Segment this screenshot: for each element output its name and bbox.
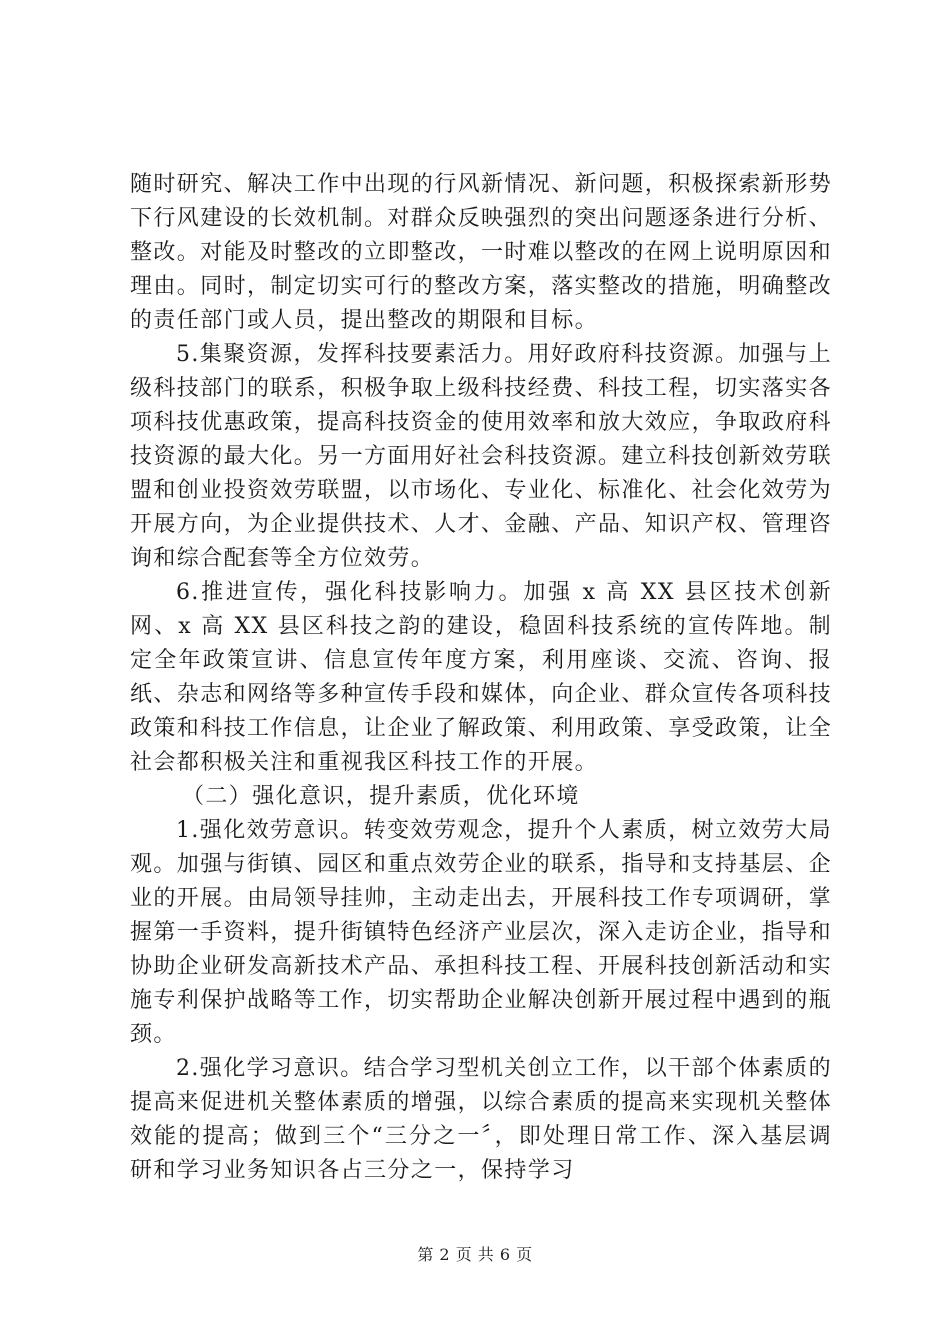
paragraph-item-5: 5.集聚资源，发挥科技要素活力。用好政府科技资源。加强与上级科技部门的联系，积极争取上级科技经费、科技工程，切实落实各项科技优惠政策，提高科技资金的使用效率和放大效应，争取政府科技资源的最大化。另一方面用好社会科技资源。建立科技创新效劳联盟和创业投资效劳联盟，以市场化、专业化、标准化、社会化效劳为开展方向，为企业提供技术、人才、金融、产品、知识产权、管理咨询和综合配套等全方位效劳。 (130, 342, 833, 571)
document-body (130, 168, 832, 1188)
paragraph-item-6: 6.推进宣传，强化科技影响力。加强 x 高 XX 县区技术创新网、x 高 XX 县区科技之韵的建设，稳固科技系统的宣传阵地。制定全年政策宣讲、信息宣传年度方案，利用座谈、交流、咨询、报纸、杂志和网络等多种宣传手段和媒体，向企业、群众宣传各项科技政策和科技工作信息，让企业了解政策、利用政策、享受政策，让全社会都积极关注和重视我区科技工作的开展。 (130, 580, 833, 775)
paragraph-item-2: 2.强化学习意识。结合学习型机关创立工作，以干部个体素质的提高来促进机关整体素质的增强，以综合素质的提高来实现机关整体效能的提高；做到三个“三分之一〞，即处理日常工作、深入基层调研和学习业务知识各占三分之一，保持学习 (130, 1056, 833, 1183)
paragraph-continuation: 随时研究、解决工作中出现的行风新情况、新问题，积极探索新形势下行风建设的长效机制。对群众反映强烈的突出问题逐条进行分析、整改。对能及时整改的立即整改，一时难以整改的在网上说明原因和理由。同时，制定切实可行的整改方案，落实整改的措施，明确整改的责任部门或人员，提出整改的期限和目标。 (130, 172, 833, 333)
page-number-footer: 第 2 页 共 6 页 (417, 1245, 533, 1264)
paragraph-item-1: 1.强化效劳意识。转变效劳观念，提升个人素质，树立效劳大局观。加强与街镇、园区和重点效劳企业的联系，指导和支持基层、企业的开展。由局领导挂帅，主动走出去，开展科技工作专项调研，掌握第一手资料，提升街镇特色经济产业层次，深入走访企业，指导和协助企业研发高新技术产品、承担科技工程、开展科技创新活动和实施专利保护战略等工作，切实帮助企业解决创新开展过程中遇到的瓶颈。 (130, 818, 833, 1047)
section-heading: （二）强化意识，提升素质，优化环境 (182, 784, 580, 809)
